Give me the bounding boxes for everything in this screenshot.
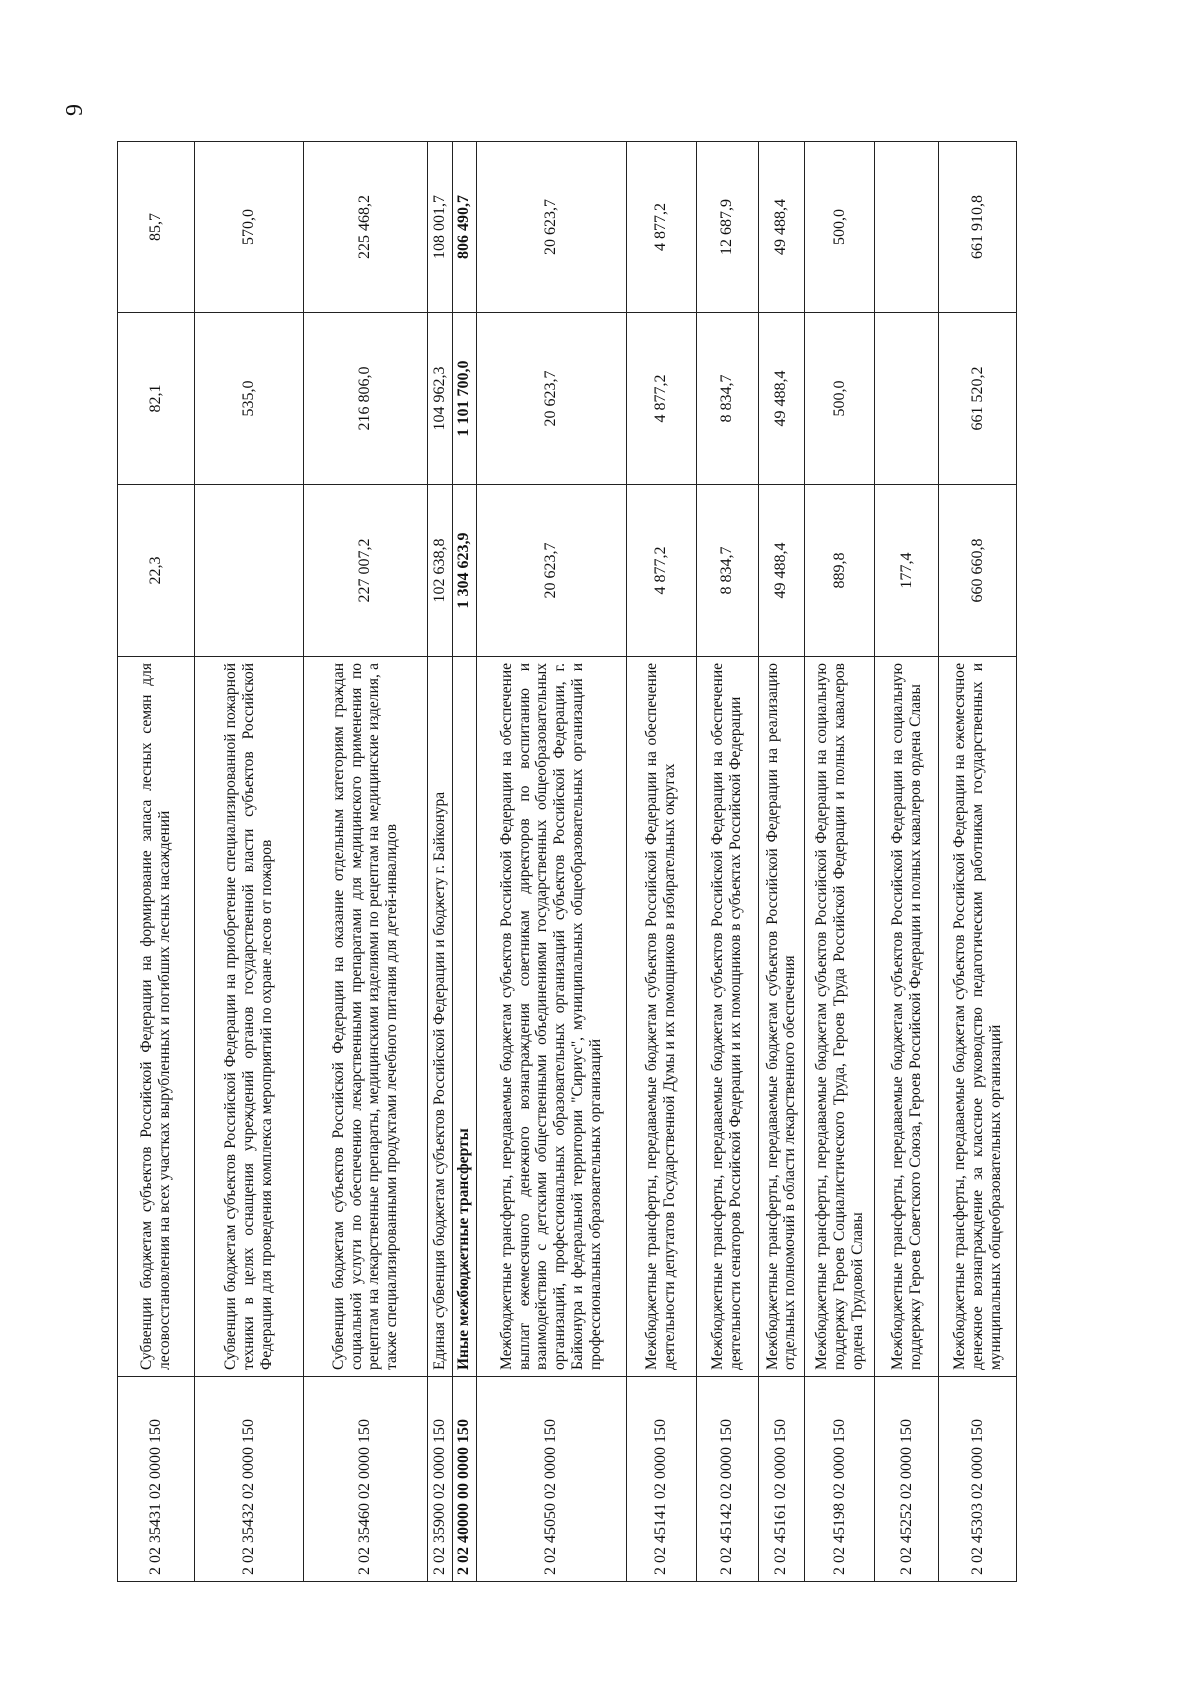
table-row <box>303 142 427 1582</box>
row-value-1-cell: 49 488,4 <box>758 485 804 657</box>
row-value-1-cell: 8 834,7 <box>696 485 758 657</box>
row-value-2-cell: 1 101 700,0 <box>452 313 476 485</box>
table-row <box>875 142 939 1582</box>
table-row <box>195 142 303 1582</box>
row-value-3-cell: 20 623,7 <box>476 142 626 313</box>
page-number: 9 <box>62 104 88 116</box>
row-name-cell: Межбюджетные трансферты, передаваемые бюджетам субъектов Российской Федерации на социальную поддержку Героев Советского Союза, Героев Российской Федерации и полных кавалеров ордена Славы <box>875 657 939 1377</box>
row-name-cell: Субвенции бюджетам субъектов Российской Федерации на приобретение специализированной пожарной техники в целях оснащения учреждений органов государственной власти субъектов Российской Федерации для проведения комплекса мероприятий по охране лесов от пожаров <box>195 657 303 1377</box>
table-row <box>696 142 758 1582</box>
row-value-3-cell: 4 877,2 <box>626 142 696 313</box>
row-value-2-cell: 49 488,4 <box>758 313 804 485</box>
row-value-1-cell: 1 304 623,9 <box>452 485 476 657</box>
row-code-cell: 2 02 45161 02 0000 150 <box>758 1377 804 1582</box>
table-row <box>427 142 452 1582</box>
row-name-cell: Межбюджетные трансферты, передаваемые бюджетам субъектов Российской Федерации на обеспечение деятельности депутатов Государственной Думы и их помощников в избирательных округах <box>626 657 696 1377</box>
row-value-1-cell: 4 877,2 <box>626 485 696 657</box>
row-value-1-cell: 177,4 <box>875 485 939 657</box>
row-value-2-cell: 535,0 <box>195 313 303 485</box>
table-row <box>626 142 696 1582</box>
row-code-cell: 2 02 35900 02 0000 150 <box>427 1377 452 1582</box>
table-row <box>118 142 195 1582</box>
row-value-1-cell: 889,8 <box>805 485 875 657</box>
row-value-3-cell: 49 488,4 <box>758 142 804 313</box>
row-name-cell: Межбюджетные трансферты, передаваемые бюджетам субъектов Российской Федерации на ежемесячное денежное вознаграждение за классное руководство педагогическим работникам государственных и муниципальных общеобразовательных организаций <box>939 657 1017 1377</box>
row-value-3-cell: 108 001,7 <box>427 142 452 313</box>
row-value-2-cell <box>875 313 939 485</box>
row-code-cell: 2 02 35431 02 0000 150 <box>118 1377 195 1582</box>
row-value-1-cell: 20 623,7 <box>476 485 626 657</box>
row-value-3-cell <box>875 142 939 313</box>
row-value-3-cell: 225 468,2 <box>303 142 427 313</box>
row-name-cell: Субвенции бюджетам субъектов Российской Федерации на оказание отдельным категориям граждан социальной услуги по обеспечению лекарственными препаратами для медицинского применения по рецептам на лекарственные препараты, медицинскими изделиями по рецептам на медицинские изделия, а также специализированными продуктами лечебного питания для детей-инвалидов <box>303 657 427 1377</box>
row-value-3-cell: 500,0 <box>805 142 875 313</box>
row-value-3-cell: 806 490,7 <box>452 142 476 313</box>
row-code-cell: 2 02 45252 02 0000 150 <box>875 1377 939 1582</box>
row-value-3-cell: 85,7 <box>118 142 195 313</box>
table-row <box>452 142 476 1582</box>
table-row <box>758 142 804 1582</box>
row-value-2-cell: 104 962,3 <box>427 313 452 485</box>
row-name-cell: Иные межбюджетные трансферты <box>452 657 476 1377</box>
row-value-3-cell: 12 687,9 <box>696 142 758 313</box>
row-value-2-cell: 4 877,2 <box>626 313 696 485</box>
row-value-1-cell: 660 660,8 <box>939 485 1017 657</box>
row-code-cell: 2 02 45141 02 0000 150 <box>626 1377 696 1582</box>
row-code-cell: 2 02 45303 02 0000 150 <box>939 1377 1017 1582</box>
row-value-2-cell: 216 806,0 <box>303 313 427 485</box>
row-code-cell: 2 02 45198 02 0000 150 <box>805 1377 875 1582</box>
row-value-2-cell: 500,0 <box>805 313 875 485</box>
row-value-2-cell: 20 623,7 <box>476 313 626 485</box>
row-code-cell: 2 02 40000 00 0000 150 <box>452 1377 476 1582</box>
row-code-cell: 2 02 45050 02 0000 150 <box>476 1377 626 1582</box>
table-row <box>939 142 1017 1582</box>
table-row <box>476 142 626 1582</box>
row-code-cell: 2 02 45142 02 0000 150 <box>696 1377 758 1582</box>
row-name-cell: Межбюджетные трансферты, передаваемые бюджетам субъектов Российской Федерации на социальную поддержку Героев Социалистического Труда, Героев Труда Российской Федерации и полных кавалеров ордена Трудовой Славы <box>805 657 875 1377</box>
row-value-2-cell: 661 520,2 <box>939 313 1017 485</box>
budget-table <box>117 141 1017 1582</box>
row-value-3-cell: 661 910,8 <box>939 142 1017 313</box>
rotated-table-wrapper <box>117 142 1017 1582</box>
row-value-2-cell: 8 834,7 <box>696 313 758 485</box>
row-name-cell: Межбюджетные трансферты, передаваемые бюджетам субъектов Российской Федерации на обеспечение деятельности сенаторов Российской Федерации и их помощников в субъектах Российской Федерации <box>696 657 758 1377</box>
row-code-cell: 2 02 35460 02 0000 150 <box>303 1377 427 1582</box>
row-value-1-cell: 102 638,8 <box>427 485 452 657</box>
row-value-1-cell: 22,3 <box>118 485 195 657</box>
row-name-cell: Единая субвенция бюджетам субъектов Российской Федерации и бюджету г. Байконура <box>427 657 452 1377</box>
row-value-1-cell: 227 007,2 <box>303 485 427 657</box>
row-name-cell: Субвенции бюджетам субъектов Российской Федерации на формирование запаса лесных семян для лесовосстановления на всех участках вырубленных и погибших лесных насаждений <box>118 657 195 1377</box>
row-code-cell: 2 02 35432 02 0000 150 <box>195 1377 303 1582</box>
row-value-2-cell: 82,1 <box>118 313 195 485</box>
row-name-cell: Межбюджетные трансферты, передаваемые бюджетам субъектов Российской Федерации на обеспечение выплат ежемесячного денежного вознаграждения советникам директоров по воспитанию и взаимодействию с детскими общественными объединениями государственных общеобразовательных организаций, профессиональных образовательных организаций субъектов Российской Федерации, г. Байконура и федеральной территории "Сириус", муниципальных общеобразовательных организаций и профессиональных образовательных организаций <box>476 657 626 1377</box>
row-value-1-cell <box>195 485 303 657</box>
row-value-3-cell: 570,0 <box>195 142 303 313</box>
budget-table-body <box>118 142 1017 1582</box>
row-name-cell: Межбюджетные трансферты, передаваемые бюджетам субъектов Российской Федерации на реализацию отдельных полномочий в области лекарственного обеспечения <box>758 657 804 1377</box>
table-row <box>805 142 875 1582</box>
